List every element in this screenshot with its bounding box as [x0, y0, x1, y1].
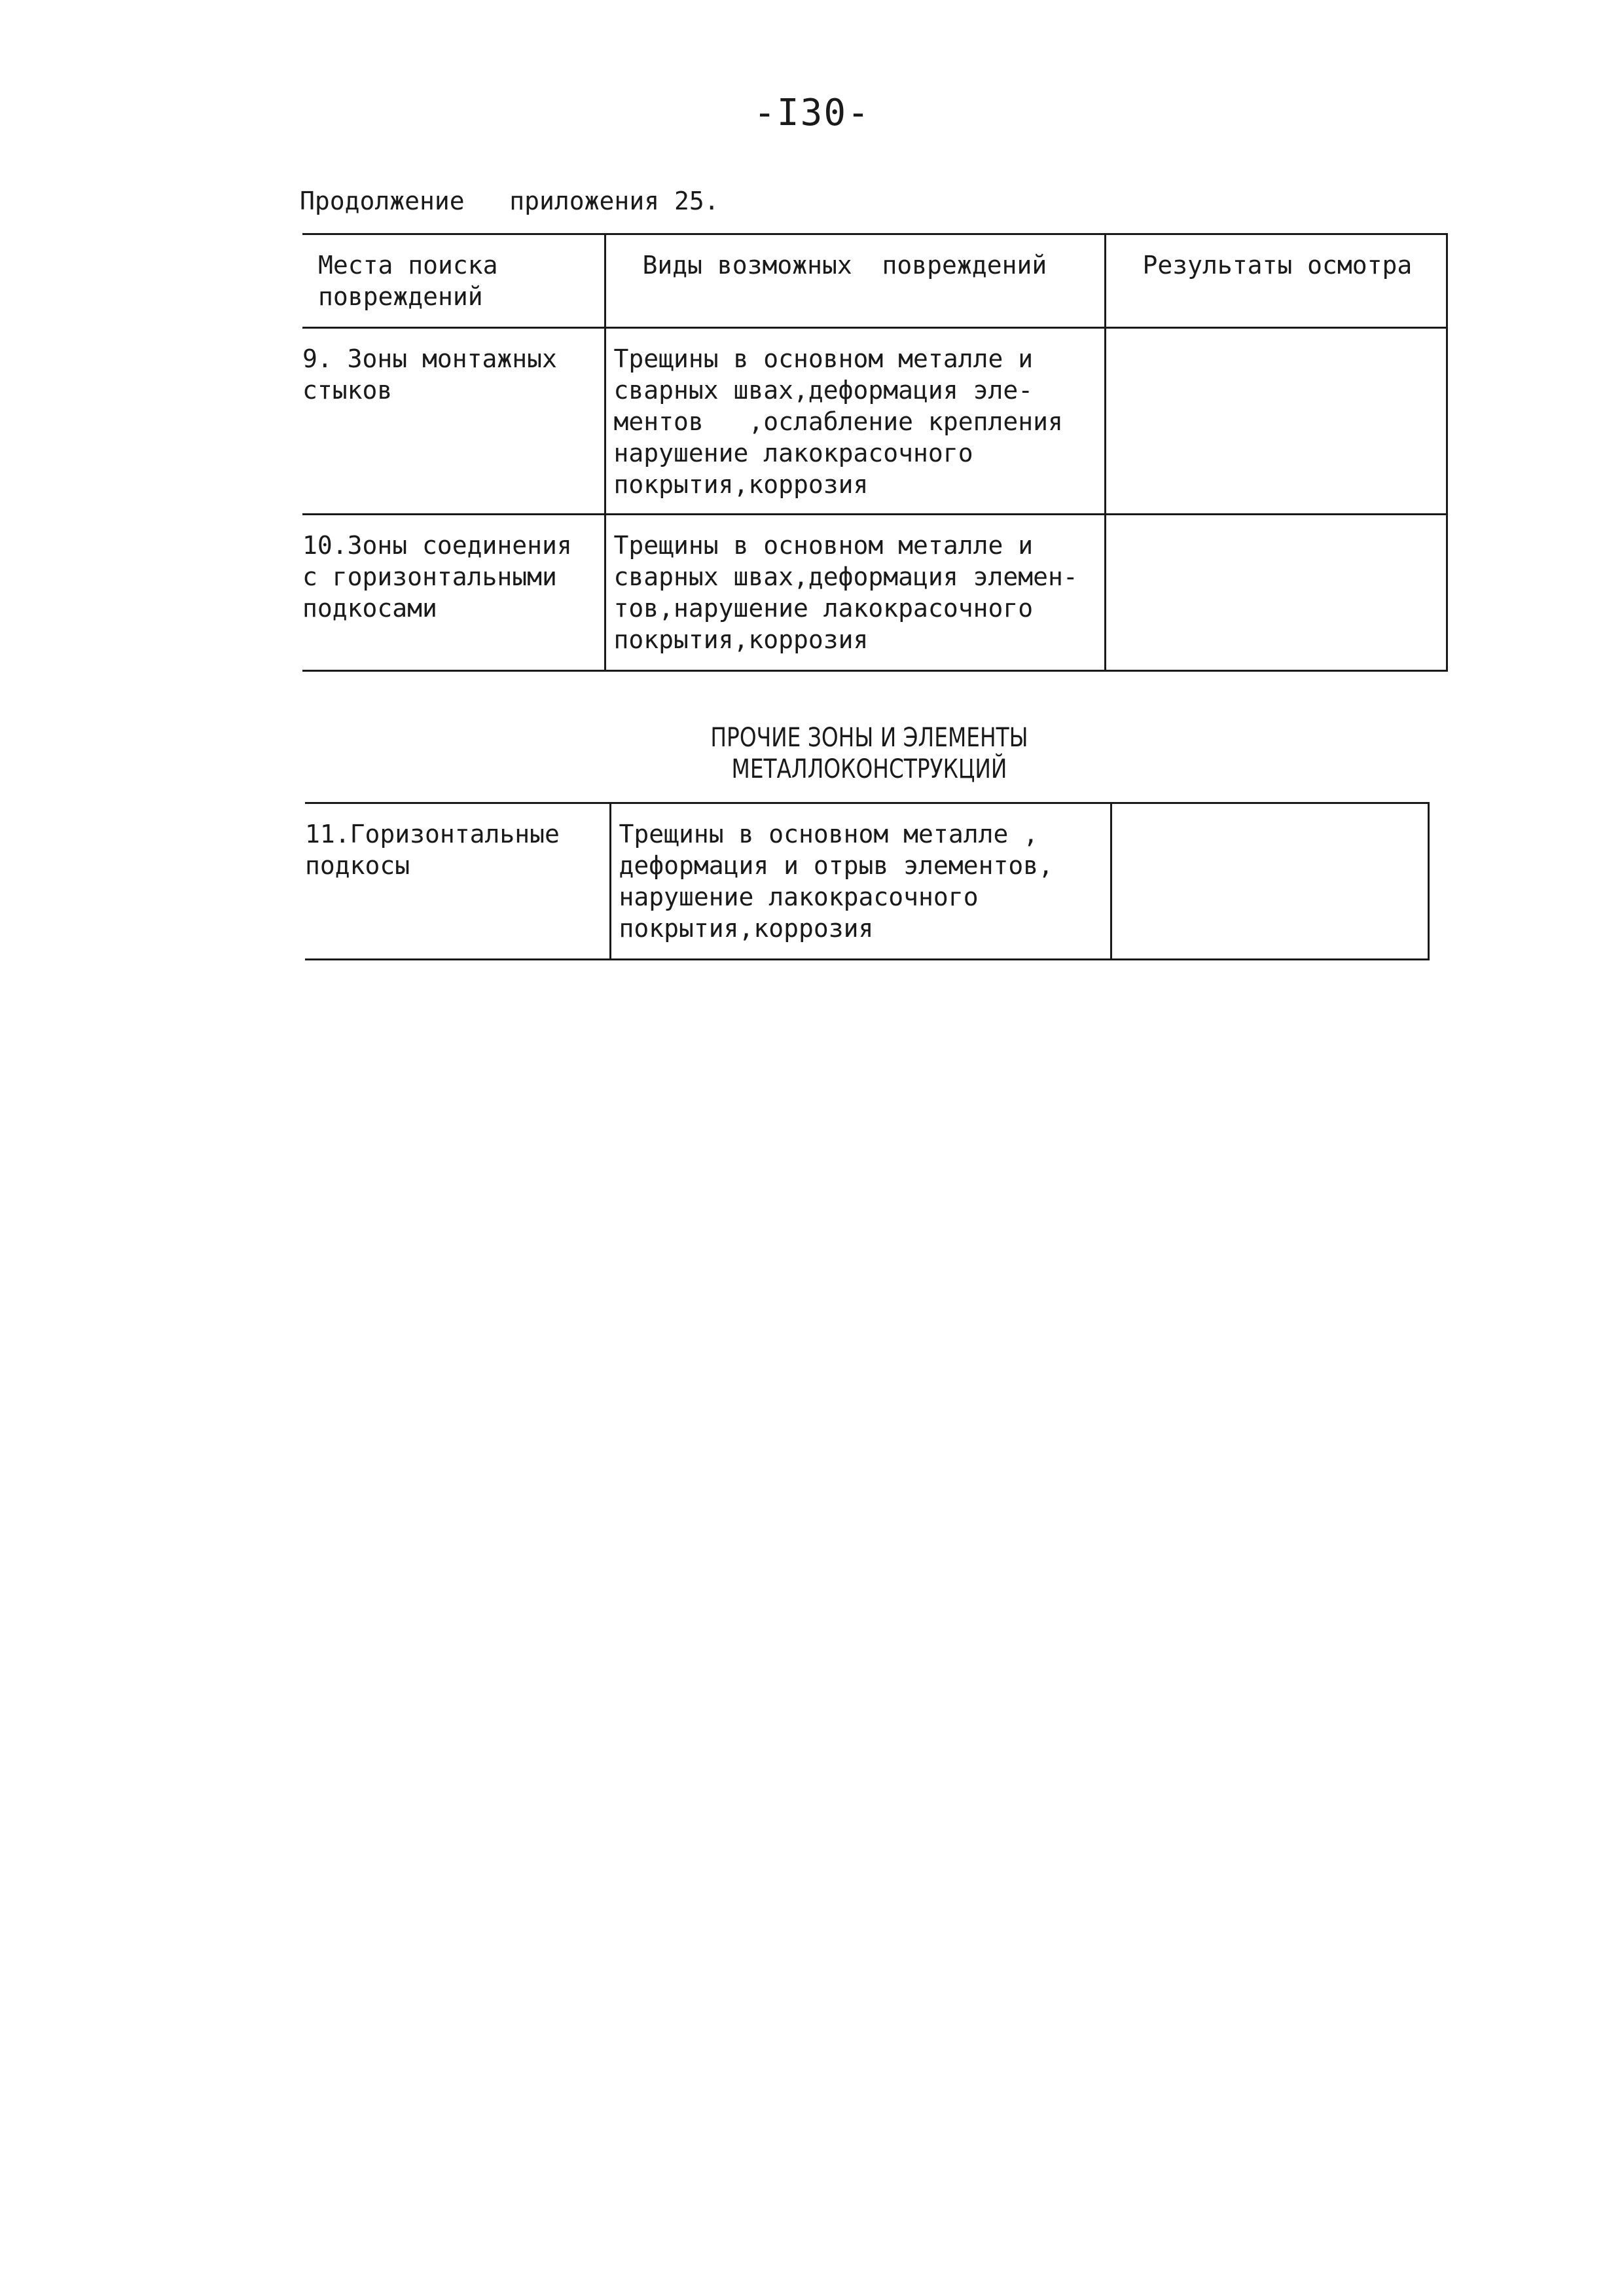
section-heading: [156, 722, 1582, 785]
page-number: -I30-: [753, 92, 871, 134]
cell-result: [1105, 328, 1447, 515]
table-row: [302, 328, 1447, 515]
table-row: [302, 515, 1447, 671]
cell-result: [1105, 515, 1447, 671]
table-header-row: [302, 234, 1447, 328]
cell-result: [1111, 803, 1428, 960]
cell-location: 10.Зоны соединения с горизонтальными подкосами: [302, 515, 605, 671]
section-heading-line-1: ПРОЧИЕ ЗОНЫ И ЭЛЕМЕНТЫ: [710, 723, 1028, 753]
table-row: [305, 803, 1428, 960]
inspection-table: [302, 233, 1448, 672]
cell-damage: Трещины в основном металле и сварных швах,деформация эле- ментов ,ослабление крепления нарушение лакокрасочного покрытия,коррозия: [605, 328, 1105, 515]
header-inspection-results: Результаты осмотра: [1105, 234, 1447, 328]
header-location: Места поиска повреждений: [302, 234, 605, 328]
other-zones-table: [305, 802, 1430, 960]
cell-damage: Трещины в основном металле , деформация и отрыв элементов, нарушение лакокрасочного покрытия,коррозия: [610, 803, 1111, 960]
cell-location: 9. Зоны монтажных стыков: [302, 328, 605, 515]
cell-location: 11.Горизонтальные подкосы: [305, 803, 610, 960]
section-heading-line-2: МЕТАЛЛОКОНСТРУКЦИЙ: [731, 754, 1007, 784]
continuation-note: Продолжение приложения 25.: [300, 187, 719, 215]
cell-damage: Трещины в основном металле и сварных швах,деформация элемен- тов,нарушение лакокрасочного покрытия,коррозия: [605, 515, 1105, 671]
header-damage-types: Виды возможных повреждений: [605, 234, 1105, 328]
